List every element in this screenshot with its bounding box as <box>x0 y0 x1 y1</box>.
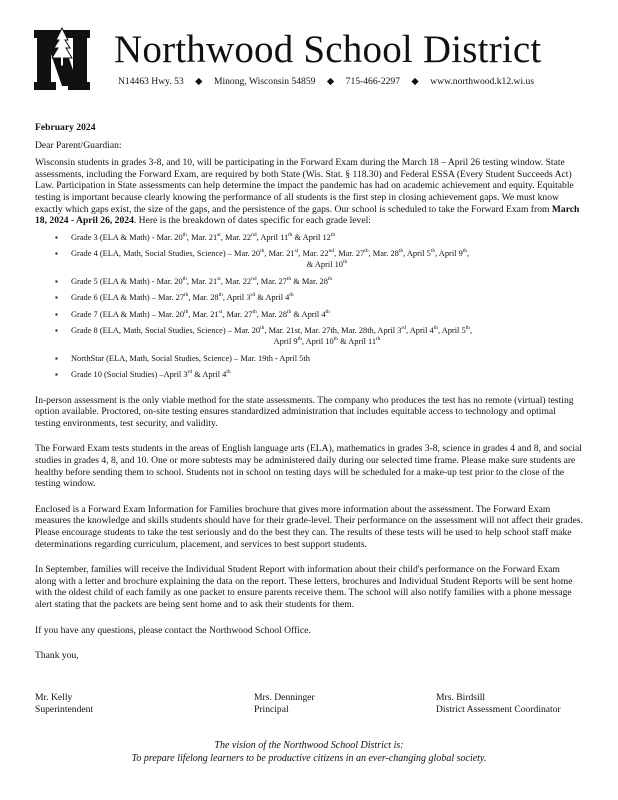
grade-schedule-item <box>71 354 583 365</box>
schedule-text: , Mar. 22 <box>220 276 252 286</box>
grade-schedule-item <box>71 310 583 321</box>
signature-principal <box>254 692 315 716</box>
ordinal-suffix: th <box>430 248 436 255</box>
city-state-zip: Minong, Wisconsin 54859 <box>213 76 316 87</box>
ordinal-suffix: th <box>325 308 330 315</box>
phone-number: 715-466-2297 <box>345 76 401 87</box>
separator-icon: ◆ <box>195 76 203 87</box>
schedule-text: , April 11 <box>256 232 289 242</box>
ordinal-suffix: th <box>260 325 265 332</box>
separator-icon: ◆ <box>411 76 419 87</box>
ordinal-suffix: th <box>343 259 348 266</box>
schedule-text: , April 9 <box>435 249 463 259</box>
schedule-text: & April 4 <box>255 293 290 303</box>
ordinal-suffix: th <box>327 275 333 282</box>
ordinal-suffix: th <box>398 248 404 255</box>
schedule-text: , April 10 <box>301 336 334 346</box>
grade-schedule-item <box>71 277 583 288</box>
schedule-text: & April 4 <box>192 370 227 380</box>
schedule-text: , Mar. 28 <box>188 293 219 303</box>
testing-window-dates: March 18, 2024 - April 26, 2024 <box>35 203 580 227</box>
ordinal-suffix: th <box>333 336 339 343</box>
schedule-text: & April 12 <box>292 232 331 242</box>
contact-paragraph: If you have any questions, please contact the Northwood School Office. <box>35 624 311 636</box>
district-name: Northwood School District <box>114 28 542 71</box>
schedule-text: , April 5 <box>403 249 431 259</box>
student-report-paragraph: In September, families will receive the Individual Student Report with information about their child's performance on the Forward Exam along with a letter and brochure explaining the data on the report. These letters, brochures and Individual Student Reports will be sent home with the oldest child of each family as one packet to ensure parents receive them. The school will also notify families with a phone message alert stating that the packets are being sent home and to ask their students for them. <box>35 564 573 610</box>
signature-assessment-coordinator <box>436 692 561 716</box>
ordinal-suffix: nd <box>251 231 257 238</box>
vision-text: To prepare lifelong learners to be productive citizens in an ever-changing global society. <box>131 752 487 764</box>
schedule-text: , Mar. 27 <box>256 276 287 286</box>
ordinal-suffix: nd <box>328 248 335 255</box>
signer-name: Mrs. Denninger <box>254 692 315 703</box>
schedule-text: , Mar. 21 <box>188 309 219 319</box>
in-person-paragraph: In-person assessment is the only viable method for the state assessments. The company who produces the test has no remote (virtual) testing option available. Proctored, on-site testing ensures standardized administration that includes equitable access to technology and optimal testing environments, test security, and validity. <box>35 394 574 429</box>
schedule-continuation <box>71 337 583 348</box>
schedule-text: , Mar. 21 <box>264 249 295 259</box>
schedule-continuation <box>71 260 583 271</box>
ordinal-suffix: th <box>182 275 187 282</box>
grade-schedule-item <box>71 233 583 244</box>
schedule-text: & April 11 <box>338 336 377 346</box>
ordinal-suffix: th <box>260 248 265 255</box>
ordinal-suffix: rd <box>187 369 193 376</box>
schedule-text: , Mar. 21st, Mar. 27th, Mar. 28th, April 3 <box>264 326 402 336</box>
signature-superintendent <box>35 692 93 716</box>
schedule-text: , <box>467 249 470 259</box>
letterhead <box>28 22 598 94</box>
schedule-text: , Mar. 21 <box>186 276 218 286</box>
signer-title: Principal <box>254 704 289 715</box>
schedule-text: , April 5 <box>437 326 466 336</box>
exam-subjects-paragraph: The Forward Exam tests students in the areas of English language arts (ELA), mathematics in grades 3-8, science in grades 4 and 8, and social studies in grades 4, 8, and 10. One or more subtests may be administered daily during our selected time frame. Please make sure students are healthy before sending them to school. Students not in school on testing days will be scheduled for a make-up test prior to the close of the testing window. <box>35 443 582 490</box>
schedule-text: Grade 6 (ELA & Math) – Mar. 27 <box>71 293 185 303</box>
ordinal-suffix: th <box>462 248 468 255</box>
ordinal-suffix: nd <box>251 275 257 282</box>
ordinal-suffix: st <box>294 248 299 255</box>
schedule-text: , April 3 <box>222 293 251 303</box>
schedule-text: NorthStar (ELA, Math, Social Studies, Science) – Mar. 19th - April 5th <box>71 353 310 363</box>
schedule-text: Grade 8 (ELA, Math, Social Studies, Science) – Mar. 20 <box>71 326 261 336</box>
schedule-text: & Mar. 28 <box>291 276 328 286</box>
ordinal-suffix: th <box>286 275 292 282</box>
ordinal-suffix: th <box>287 308 292 315</box>
schedule-text: Grade 5 (ELA & Math) - Mar. 20 <box>71 276 183 286</box>
separator-icon: ◆ <box>326 76 335 87</box>
salutation: Dear Parent/Guardian: <box>35 139 122 151</box>
intro-paragraph <box>35 157 583 227</box>
schedule-text: , Mar. 28 <box>256 309 288 319</box>
schedule-text: & April 10 <box>306 259 343 269</box>
district-n-tree-logo <box>34 26 90 92</box>
ordinal-suffix: th <box>376 336 381 343</box>
closing: Thank you, <box>35 650 79 662</box>
ordinal-suffix: th <box>252 308 257 315</box>
schedule-text: Grade 10 (Social Studies) –April 3 <box>71 370 188 380</box>
ordinal-suffix: st <box>217 231 221 238</box>
grade-schedule-item <box>71 293 583 304</box>
ordinal-suffix: th <box>182 231 187 238</box>
letter-date: February 2024 <box>35 122 96 133</box>
ordinal-suffix: th <box>433 325 438 332</box>
schedule-text: Grade 7 (ELA & Math) – Mar. 20 <box>71 309 185 319</box>
schedule-text: , Mar. 27 <box>334 249 365 259</box>
grade-schedule-item <box>71 326 583 347</box>
ordinal-suffix: th <box>226 369 231 376</box>
ordinal-suffix: st <box>218 308 223 315</box>
grade-schedule-item <box>71 249 583 270</box>
ordinal-suffix: th <box>330 231 336 238</box>
ordinal-suffix: th <box>297 336 302 343</box>
schedule-text: , Mar. 21 <box>186 232 218 242</box>
schedule-text: April 9 <box>273 336 298 346</box>
ordinal-suffix: th <box>184 292 189 299</box>
ordinal-suffix: th <box>184 308 189 315</box>
ordinal-suffix: rd <box>401 325 406 332</box>
signer-name: Mrs. Birdsill <box>436 692 486 703</box>
vision-statement <box>0 740 618 765</box>
schedule-text: , Mar. 27 <box>222 309 253 319</box>
schedule-text: , Mar. 22 <box>220 232 252 242</box>
brochure-paragraph: Enclosed is a Forward Exam Information for Families brochure that gives more information about the assessment. The Forward Exam measures the knowledge and skills students should have for their grade-level. Their performance on the assessment will not affect their grades. Please encourage students to take the test seriously and do the best they can. The results of these tests will be used to help school staff make determinations regarding curriculum, placement, and services to best support students. <box>35 503 583 550</box>
street-address: N14463 Hwy. 53 <box>118 76 184 87</box>
signer-title: Superintendent <box>35 704 94 715</box>
schedule-text: , April 4 <box>406 326 434 336</box>
ordinal-suffix: th <box>289 292 294 299</box>
schedule-text: Grade 4 (ELA, Math, Social Studies, Science) – Mar. 20 <box>71 249 261 259</box>
schedule-text: , Mar. 22 <box>298 249 329 259</box>
schedule-text: & April 4 <box>291 309 326 319</box>
grade-schedule-list <box>35 233 583 381</box>
ordinal-suffix: rd <box>250 292 256 299</box>
letter-body <box>35 122 583 662</box>
ordinal-suffix: th <box>288 231 293 238</box>
intro-text-end: . Here is the breakdown of dates specific for each grade level: <box>133 215 371 227</box>
intro-text: Wisconsin students in grades 3-8, and 10, will be participating in the Forward Exam during the March 18 – April 26 testing window. State assessments, including the Forward Exam, are required by both State (Wis. Stat. § 118.30) and Federal ESSA (Every Student Succeeds Act) Law. Participation in State assessments can help determine the impact the pandemic has had on academic achievement and equity. Equitable testing is important because clearly knowing the performance of all students is the first step in closing achievement gaps. We must know exactly which gaps exist, the size of the gaps, and the persistence of the gaps. Our school is scheduled to take the Forward Exam from <box>35 157 574 215</box>
contact-line <box>118 76 534 87</box>
ordinal-suffix: th <box>364 248 369 255</box>
ordinal-suffix: th <box>465 325 470 332</box>
signer-name: Mr. Kelly <box>35 692 73 703</box>
schedule-text: , Mar. 28 <box>368 249 399 259</box>
grade-schedule-item <box>71 370 583 381</box>
ordinal-suffix: st <box>217 275 221 282</box>
schedule-text: , <box>469 326 473 336</box>
schedule-text: Grade 3 (ELA & Math) - Mar. 20 <box>71 232 183 242</box>
vision-heading: The vision of the Northwood School District is: <box>214 740 404 751</box>
signer-title: District Assessment Coordinator <box>436 704 561 715</box>
website-link[interactable]: www.northwood.k12.wi.us <box>430 76 535 87</box>
ordinal-suffix: th <box>218 292 223 299</box>
